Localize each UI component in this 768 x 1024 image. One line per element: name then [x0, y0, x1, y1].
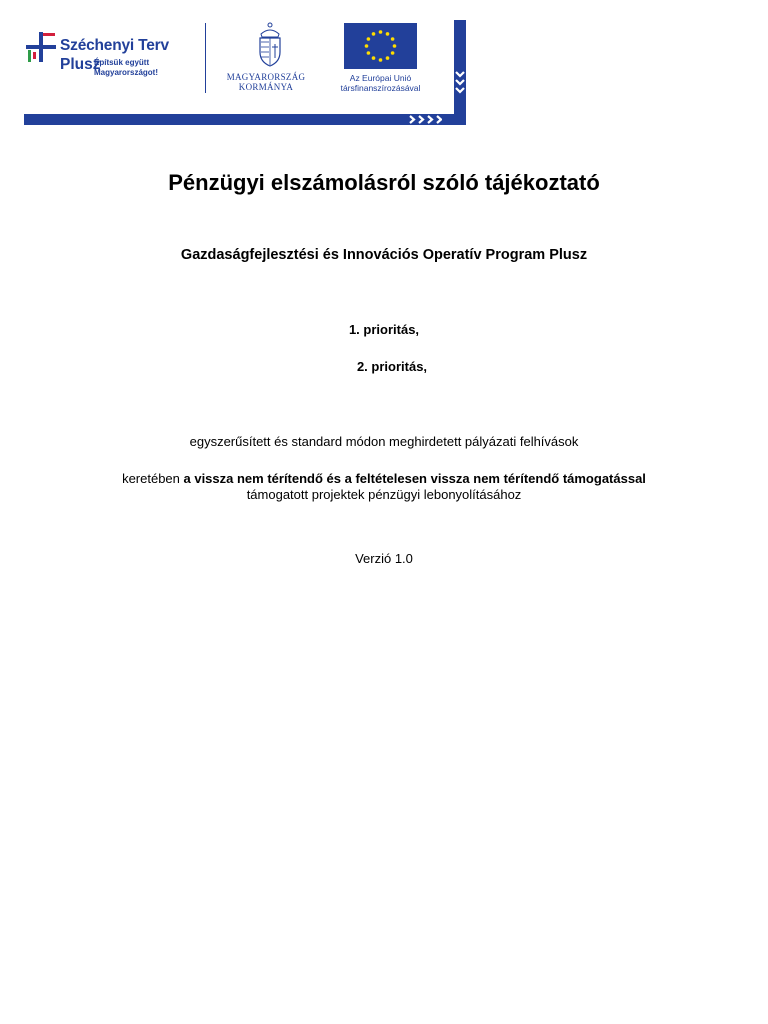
priority-2: 2. prioritás, [356, 359, 428, 374]
eu-label-line1: Az Európai Unió [349, 73, 412, 83]
szechenyi-slogan-line2: Magyarországot! [94, 68, 159, 77]
logo-divider [205, 23, 206, 93]
chevron-right-icon [408, 114, 442, 125]
scope-bold-text: a vissza nem térítendő és a feltételesen vissza nem térítendő támogatással [183, 471, 646, 486]
szechenyi-slogan-line1: Építsük együtt [94, 58, 150, 67]
government-label-line1: MAGYARORSZÁG [226, 72, 306, 82]
government-label-line2: KORMÁNYA [238, 82, 294, 92]
document-version: Verzió 1.0 [355, 551, 413, 566]
chevron-down-icon [454, 70, 466, 100]
szechenyi-title: Széchenyi Terv [60, 37, 169, 54]
hungarian-coat-of-arms-icon [256, 22, 284, 68]
szechenyi-plus-logo-icon [24, 30, 60, 66]
banner-bottom-stripe [24, 114, 466, 125]
scope-description [0, 471, 768, 486]
priority-1: 1. prioritás, [348, 322, 420, 337]
eu-stars-icon [344, 23, 417, 69]
header-banner [24, 20, 466, 126]
program-name: Gazdaságfejlesztési és Innovációs Operatív Program Plusz [180, 247, 588, 263]
document-title: Pénzügyi elszámolásról szóló tájékoztató [168, 170, 600, 195]
szechenyi-plus-label: Plusz [60, 56, 101, 73]
scope-prefix: keretében [122, 471, 184, 486]
eu-label-line2: társfinanszírozásával [340, 83, 421, 93]
scope-description-line2: támogatott projektek pénzügyi lebonyolításához [246, 487, 522, 502]
eu-flag [344, 23, 417, 69]
calls-description: egyszerűsített és standard módon meghirdetett pályázati felhívások [189, 434, 579, 449]
